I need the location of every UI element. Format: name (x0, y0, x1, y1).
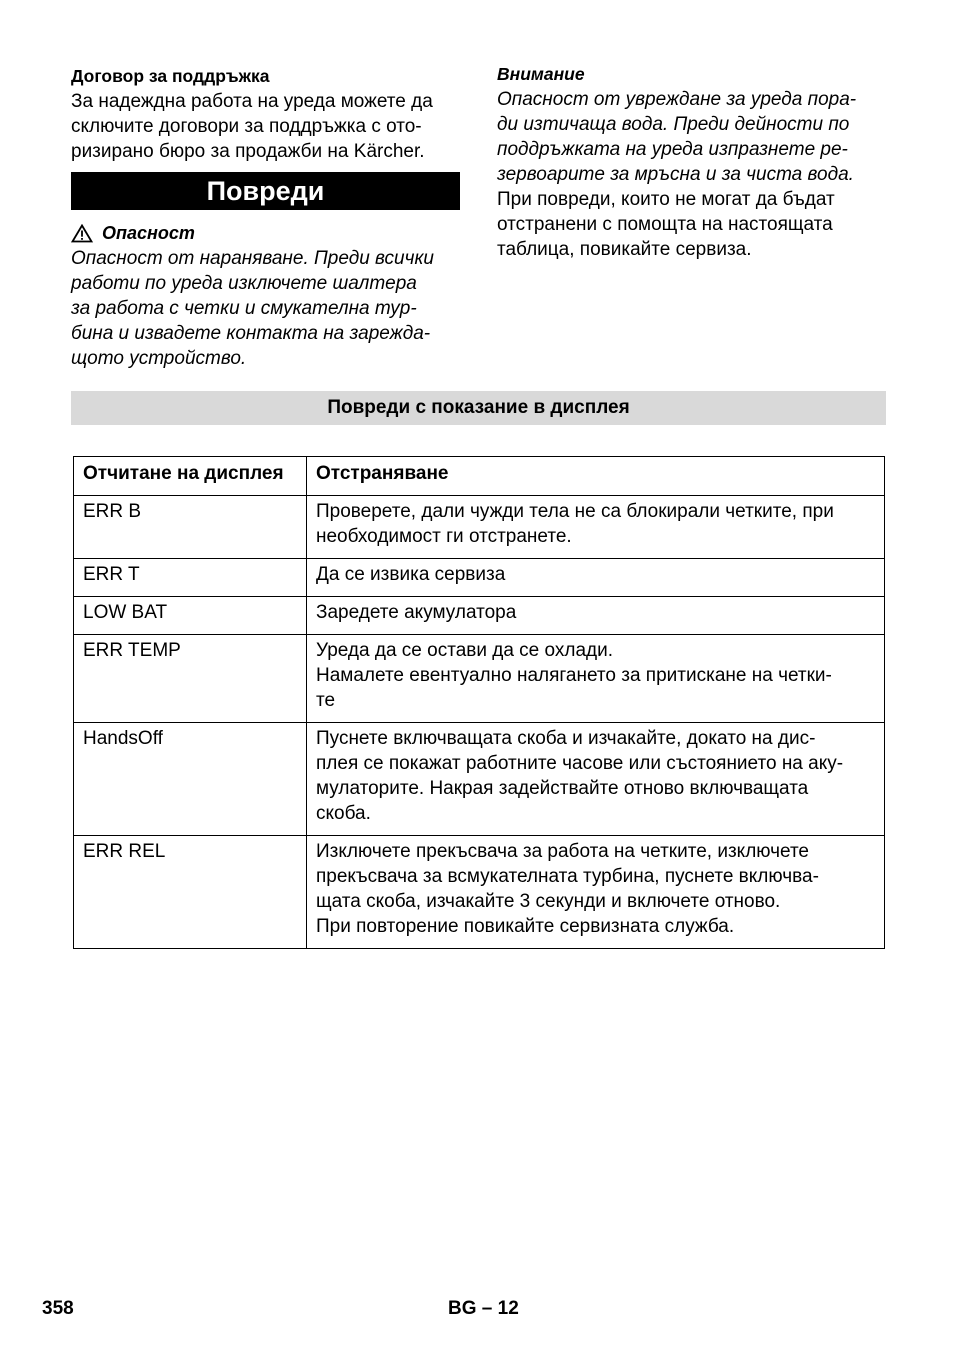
table-row (74, 597, 885, 635)
column-header-remedy: Отстраняване (307, 457, 885, 496)
error-code: ERR B (74, 496, 307, 559)
maintenance-heading: Договор за поддръжка (71, 66, 270, 86)
attention-heading: Внимание (497, 64, 585, 84)
remedy-line: При повторение повикайте сервизната служба. (316, 916, 735, 937)
text-line: щото устройство. (71, 348, 247, 369)
faults-banner: Повреди (71, 172, 460, 210)
left-column (71, 64, 463, 371)
attention-italic-text (497, 87, 892, 187)
remedy-cell (307, 836, 885, 949)
column-header-display: Отчитане на дисплея (74, 457, 307, 496)
remedy-line: Да се извика сервиза (316, 564, 506, 585)
display-faults-table (73, 456, 885, 949)
warning-triangle-icon (71, 224, 93, 243)
text-line: Опасност от увреждане за уреда пора- (497, 89, 857, 110)
text-line: За надеждна работа на уреда можете да (71, 91, 433, 112)
text-line: ди изтичаща вода. Преди дейности по (497, 114, 850, 135)
table-row (74, 496, 885, 559)
attention-text (497, 187, 892, 262)
right-column (497, 62, 892, 262)
text-line: поддръжката на уреда изпразнете ре- (497, 139, 848, 160)
remedy-line: мулаторите. Накрая задействайте отново включващата (316, 778, 809, 799)
remedy-line: плея се покажат работните часове или състоянието на аку- (316, 753, 844, 774)
remedy-cell (307, 597, 885, 635)
table-header-row (74, 457, 885, 496)
text-line: ризирано бюро за продажби на Kärcher. (71, 141, 425, 162)
remedy-line: щата скоба, изчакайте 3 секунди и включете отново. (316, 891, 781, 912)
text-line: зервоарите за мръсна и за чиста вода. (497, 164, 854, 185)
danger-label: Опасност (102, 223, 195, 243)
remedy-line: Заредете акумулатора (316, 602, 517, 623)
text-line: Опасност от нараняване. Преди всички (71, 248, 434, 269)
remedy-cell (307, 635, 885, 723)
remedy-cell (307, 496, 885, 559)
text-line: бина и извадете контакта на зарежда- (71, 323, 431, 344)
remedy-line: необходимост ги отстранете. (316, 526, 572, 547)
error-code: ERR T (74, 559, 307, 597)
error-code: HandsOff (74, 723, 307, 836)
danger-heading (71, 220, 463, 246)
table-row (74, 723, 885, 836)
maintenance-text (71, 89, 463, 164)
table-row (74, 635, 885, 723)
page-number: 358 (42, 1298, 74, 1319)
remedy-line: прекъсвача за всмукателната турбина, пуснете включва- (316, 866, 819, 887)
remedy-line: Намалете евентуално налягането за притискане на четки- (316, 665, 832, 686)
error-code: LOW BAT (74, 597, 307, 635)
remedy-line: скоба. (316, 803, 371, 824)
text-line: таблица, повикайте сервиза. (497, 239, 752, 260)
danger-text (71, 246, 463, 371)
table-row (74, 836, 885, 949)
text-line: за работа с четки и смукателна тур- (71, 298, 417, 319)
text-line: отстранени с помощта на настоящата (497, 214, 833, 235)
remedy-line: те (316, 690, 336, 711)
table-row (74, 559, 885, 597)
error-code: ERR REL (74, 836, 307, 949)
remedy-line: Проверете, дали чужди тела не са блокирали четките, при (316, 501, 834, 522)
remedy-line: Изключете прекъсвача за работа на четките, изключете (316, 841, 809, 862)
remedy-line: Пуснете включващата скоба и изчакайте, докато на дис- (316, 728, 816, 749)
error-code: ERR TEMP (74, 635, 307, 723)
text-line: работи по уреда изключете шалтера (71, 273, 417, 294)
language-page-label: BG – 12 (448, 1298, 519, 1319)
text-line: сключите договори за поддръжка с ото- (71, 116, 422, 137)
remedy-cell (307, 723, 885, 836)
remedy-cell (307, 559, 885, 597)
display-faults-title: Повреди с показание в дисплея (71, 391, 886, 425)
text-line: При повреди, които не могат да бъдат (497, 189, 835, 210)
remedy-line: Уреда да се остави да се охлади. (316, 640, 614, 661)
